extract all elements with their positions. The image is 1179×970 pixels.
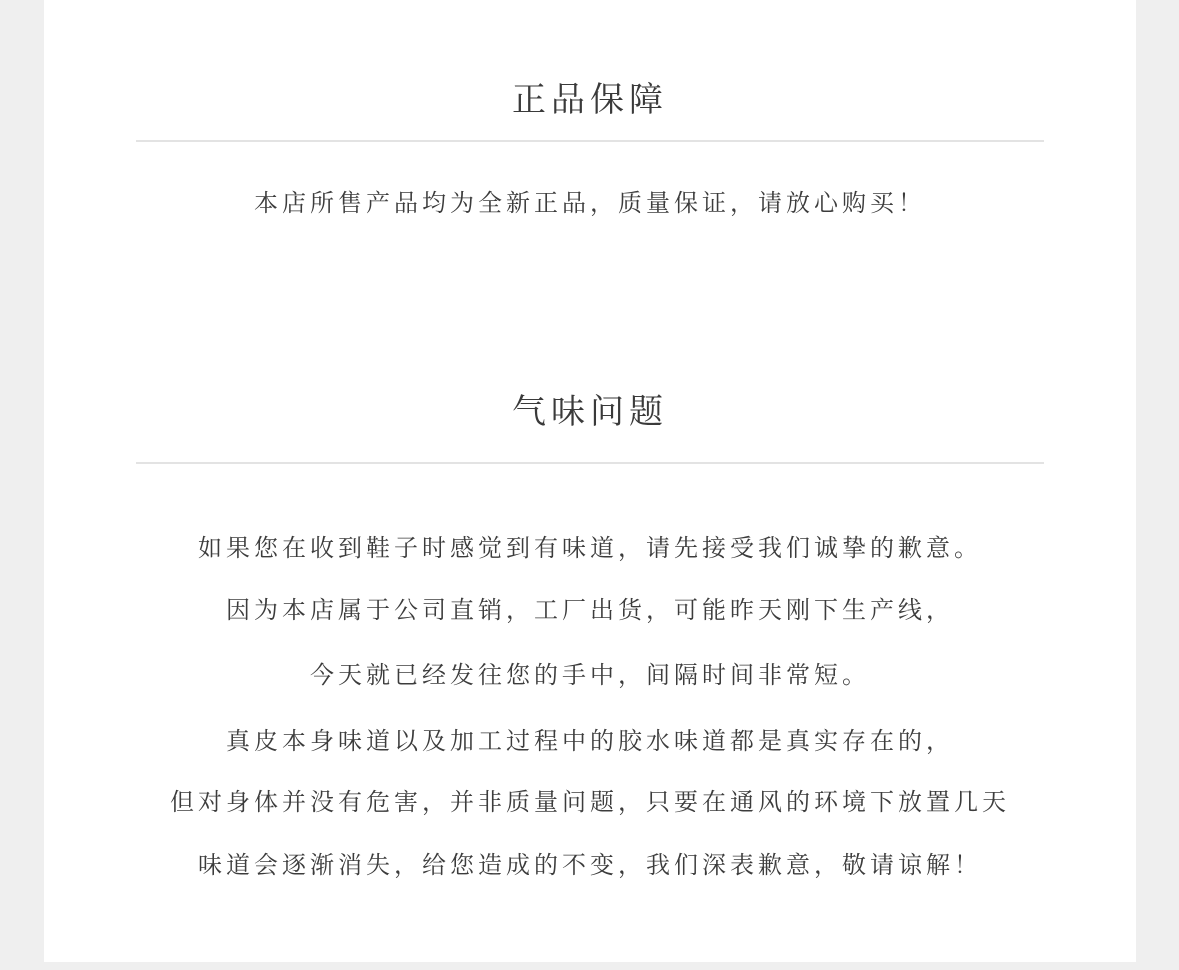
section-divider xyxy=(136,462,1044,464)
authenticity-text-line: 本店所售产品均为全新正品，质量保证，请放心购买！ xyxy=(254,189,926,217)
odor-text-line: 因为本店属于公司直销，工厂出货，可能昨天刚下生产线， xyxy=(226,596,954,624)
odor-text-line: 如果您在收到鞋子时感觉到有味道，请先接受我们诚挚的歉意。 xyxy=(198,534,982,562)
odor-text-line: 味道会逐渐消失，给您造成的不变，我们深表歉意，敬请谅解！ xyxy=(198,851,982,879)
odor-text-line: 但对身体并没有危害，并非质量问题，只要在通风的环境下放置几天 xyxy=(170,788,1010,816)
section-title-authenticity: 正品保障 xyxy=(512,80,668,120)
odor-text-line: 今天就已经发往您的手中，间隔时间非常短。 xyxy=(310,661,870,689)
section-title-odor: 气味问题 xyxy=(512,392,668,432)
odor-text-line: 真皮本身味道以及加工过程中的胶水味道都是真实存在的， xyxy=(226,727,954,755)
section-divider xyxy=(136,140,1044,142)
content-panel xyxy=(44,0,1136,962)
